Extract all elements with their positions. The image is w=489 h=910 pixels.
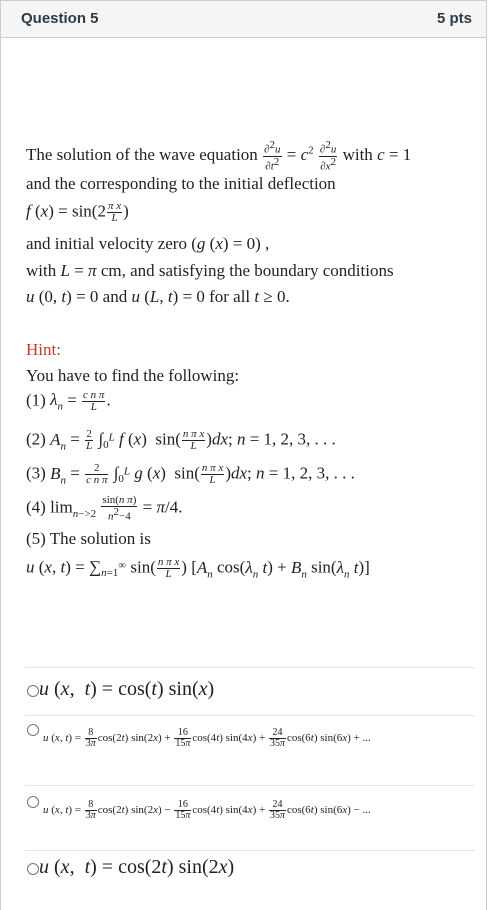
hint-text: You have to find the following: bbox=[26, 366, 240, 385]
option-a-radio[interactable] bbox=[27, 685, 39, 697]
hint-step-2: (2) $A_n$ = $\frac{2}{L}$ $\int_0^L$ f (x) sin( $\frac{\text{n π x}}{L}$ )dx; n = 1, 2, 3, . . . bbox=[26, 428, 336, 453]
option-b-label: u (x, t) = $\frac{8}{3\pi}$ cos(2t) sin(2x) + $\frac{16}{15\pi}$ cos(4t) sin(4x) + $\frac{24}{35\pi}$ cos(6t) sin(6x) + ... bbox=[43, 727, 371, 749]
option-d-radio[interactable] bbox=[27, 863, 39, 875]
statement-line-2: and the corresponding to the initial deflection bbox=[26, 174, 336, 193]
hint-step-4: (4) $\lim_{n->2}$ $\frac{\text{sin(n π)}}{n^2-4}$ = π/4. bbox=[26, 494, 183, 523]
option-b[interactable] bbox=[25, 718, 475, 778]
option-divider bbox=[25, 785, 475, 786]
d2u-dt2: $\frac{\partial^2u}{\partial t^2}$ bbox=[264, 139, 281, 173]
option-divider bbox=[25, 850, 475, 851]
option-divider bbox=[25, 667, 475, 668]
option-d[interactable] bbox=[25, 853, 475, 893]
hint-step-1: (1) $\lambda_n$ = $\frac{\text{c n π}}{L}$ . bbox=[26, 389, 111, 413]
hint-step-5-formula: u (x, $t) = \sum_{n=1}^\infty$ sin( $\frac{\text{n π x}}{L}$ ) [$A_n$ $\cos(\lambda_n$ $t) + B_n$ $\sin(\lambda_n$ t)] bbox=[26, 556, 370, 581]
statement-line-5: with L = π cm, and satisfying the boundary conditions bbox=[26, 261, 394, 280]
option-divider bbox=[25, 715, 475, 716]
question-title: Question 5 bbox=[21, 10, 99, 27]
question-points: 5 pts bbox=[436, 10, 472, 27]
initial-deflection: f (x) = sin(2 $\frac{\text{π x}}{L}$ ) bbox=[26, 200, 129, 224]
option-a-label: u (x, t) = cos(t) sin(x) bbox=[39, 678, 215, 700]
statement-line-1: The solution of the wave equation $\frac{\partial^2u}{\partial t^2}$ = $c^2$ $\frac{\partial^2u}{\partial x^2}$ with c = 1 bbox=[26, 139, 412, 173]
option-c-radio[interactable] bbox=[27, 796, 39, 808]
hint-step-5-text: (5) The solution is bbox=[26, 529, 151, 548]
statement-line-4: and initial velocity zero (g (x) = 0) , bbox=[26, 234, 270, 253]
option-b-radio[interactable] bbox=[27, 724, 39, 736]
d2u-dx2: $\frac{\partial^2u}{\partial x^2}$ bbox=[319, 139, 337, 173]
option-c[interactable] bbox=[25, 790, 475, 850]
option-a[interactable] bbox=[25, 675, 475, 715]
option-d-label: u (x, t) = cos(2t) sin(2x) bbox=[39, 856, 235, 878]
question-header bbox=[0, 0, 487, 38]
option-c-label: u (x, t) = $\frac{8}{3\pi}$ cos(2t) sin(2x) − $\frac{16}{15\pi}$ cos(4t) sin(4x) + $\frac{24}{35\pi}$ cos(6t) sin(6x) − ... bbox=[43, 799, 371, 821]
boundary-conditions: u (0, t) = 0 and u (L, t) = 0 for all t ≥ 0. bbox=[26, 287, 290, 306]
question-body bbox=[0, 38, 487, 910]
hint-step-3: (3) $B_n$ = $\frac{2}{\text{c n π}}$ $\int_0^L$ g (x) sin( $\frac{\text{n π x}}{L}$ )dx; n = 1, 2, 3, . . . bbox=[26, 462, 355, 487]
hint-label: Hint: bbox=[26, 340, 61, 359]
